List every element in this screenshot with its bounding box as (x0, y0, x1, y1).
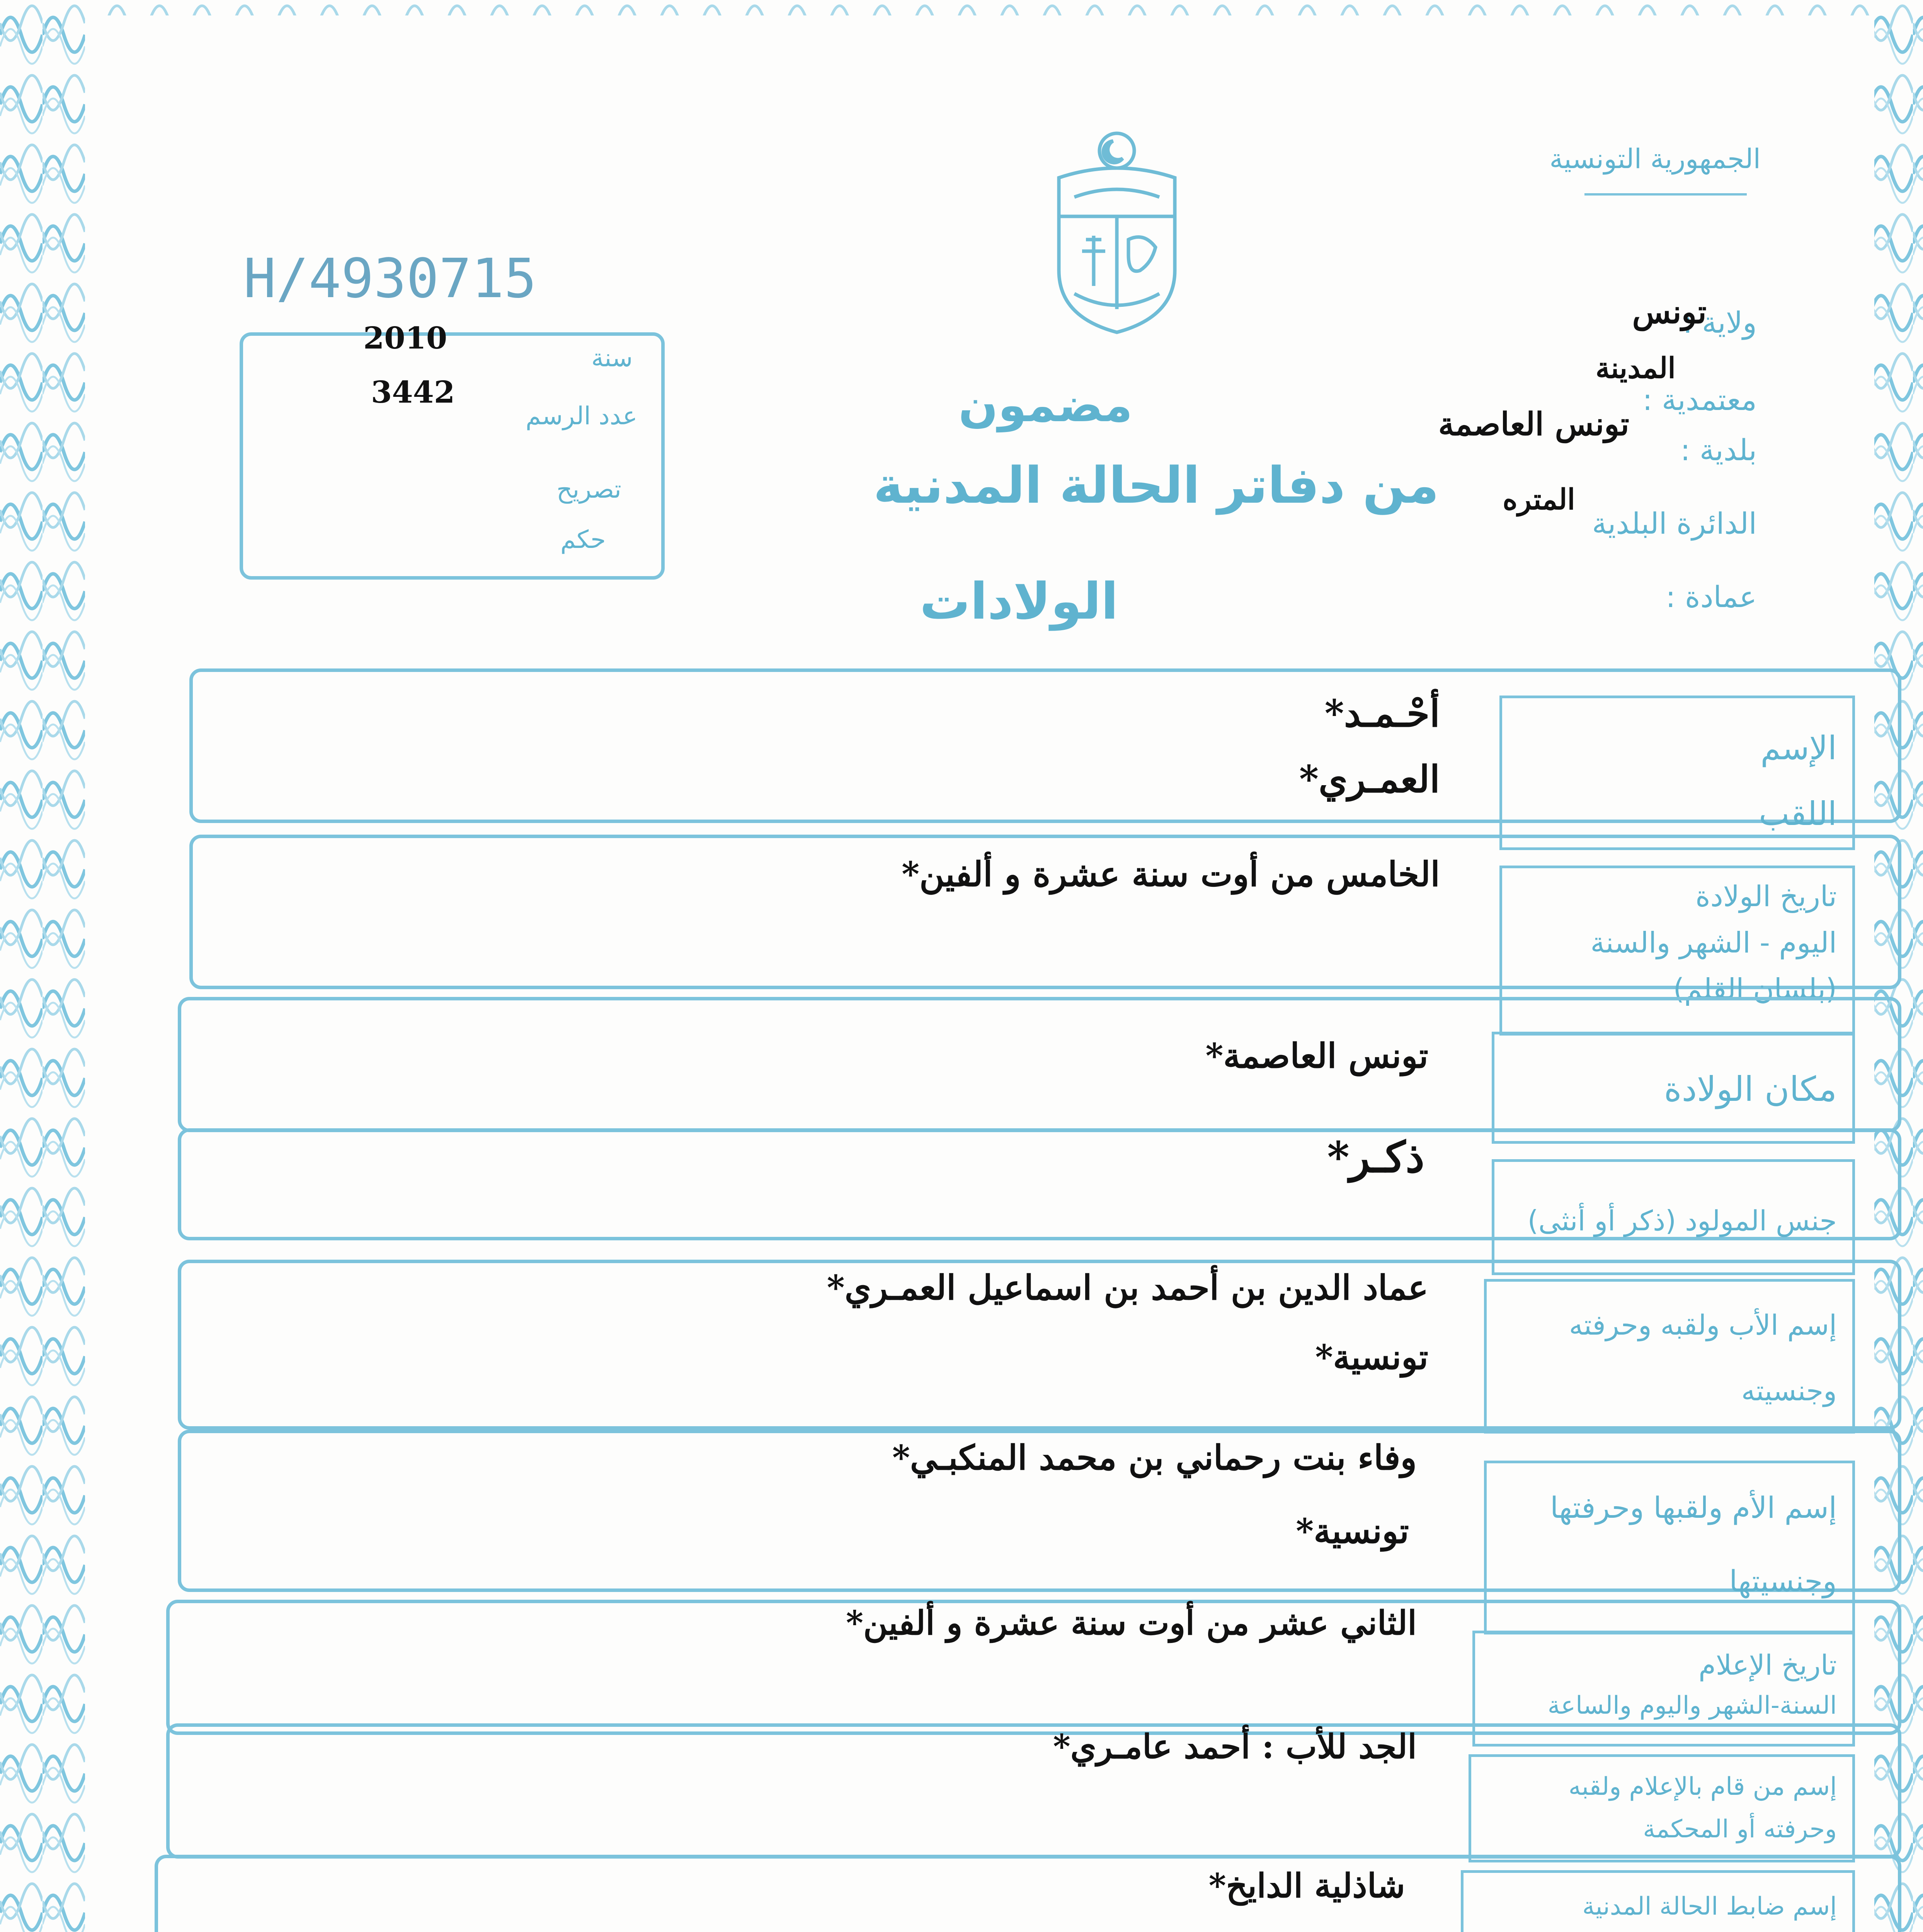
record-number-label: عدد الرسم (526, 402, 638, 430)
label-father-nationality: وجنسيته (1741, 1374, 1837, 1407)
delegation-label: معتمدية : (1642, 383, 1757, 417)
governorate-value: تونس (1632, 294, 1707, 331)
value-officer: شاذلية الدايخ* (1208, 1866, 1405, 1905)
label-declaration-date: تاريخ الإعلام (1698, 1649, 1837, 1681)
value-declarant: الجد للأب : أحمد عامـري* (1053, 1727, 1417, 1766)
value-first-name: أحْـمـد* (1324, 692, 1440, 735)
republic-label: الجمهورية التونسية (1549, 143, 1761, 175)
district-label: الدائرة البلدية (1592, 506, 1757, 541)
record-year-value: 2010 (363, 321, 448, 356)
divider (1584, 193, 1747, 196)
label-mother: إسم الأم ولقبها وحرفتها (1550, 1490, 1837, 1525)
label-birth-place: مكان الولادة (1664, 1069, 1837, 1109)
imada-label: عمادة : (1666, 580, 1757, 614)
serial-number: H/4930715 (243, 247, 537, 310)
label-birth-date: تاريخ الولادة (1695, 880, 1837, 913)
doc-title-births: الولادات (920, 572, 1118, 631)
label-declaration-date-sub: السنة-الشهر واليوم والساعة (1547, 1691, 1837, 1720)
label-first-name: الإسم (1760, 729, 1837, 767)
value-surname: العمـري* (1299, 757, 1440, 801)
label-birth-date-sub: اليوم - الشهر والسنة (1590, 926, 1837, 959)
label-cell-birth-place (1492, 1032, 1855, 1144)
tunisia-coat-of-arms-icon (1036, 124, 1198, 340)
label-surname: اللقب (1759, 795, 1837, 833)
doc-title-1: مضمون (958, 379, 1133, 432)
label-gender: جنس المولود (ذكر أو أنثى) (1527, 1204, 1837, 1237)
label-declarant: إسم من قام بالإعلام ولقبه (1568, 1772, 1837, 1801)
delegation-value: المدينة (1595, 352, 1676, 385)
label-father: إسم الأب ولقبه وحرفته (1569, 1309, 1837, 1341)
value-mother-name: وفاء بنت رحماني بن محمد المنكبـي* (892, 1437, 1417, 1478)
value-birth-date: الخامس من أوت سنة عشرة و ألفين* (902, 854, 1440, 894)
label-cell-officer (1461, 1870, 1855, 1932)
label-cell-declarant (1469, 1754, 1855, 1862)
record-year-label: سنة (591, 344, 633, 372)
record-number-value: 3442 (371, 375, 455, 410)
doc-title-2: من دفاتر الحالة المدنية (873, 456, 1439, 515)
municipality-label: بلدية : (1680, 433, 1757, 467)
label-cell-gender (1492, 1159, 1855, 1275)
value-declaration-date: الثاني عشر من أوت سنة عشرة و ألفين* (846, 1604, 1417, 1643)
district-value: المتره (1503, 483, 1575, 516)
label-mother-nationality: وجنسيتها (1729, 1564, 1837, 1598)
label-birth-date-note: (بلسان القلم) (1673, 973, 1837, 1006)
governorate-label: ولاية : (1683, 305, 1757, 340)
record-judgment-label: حكم (560, 526, 606, 554)
value-gender: ذكـر* (1327, 1132, 1424, 1182)
label-cell-name (1499, 696, 1855, 850)
value-birth-place: تونس العاصمة* (1205, 1036, 1428, 1076)
value-father-nationality: تونسية* (1315, 1337, 1428, 1377)
label-cell-father (1484, 1279, 1855, 1434)
value-father-name: عماد الدين بن أحمد بن اسماعيل العمـري* (827, 1267, 1428, 1308)
value-mother-nationality: تونسية* (1296, 1511, 1409, 1551)
label-officer: إسم ضابط الحالة المدنية (1582, 1892, 1837, 1921)
record-declaration-label: تصريح (556, 475, 621, 504)
label-declarant-sub: وحرفته أو المحكمة (1643, 1815, 1837, 1844)
municipality-value: تونس العاصمة (1438, 406, 1629, 443)
